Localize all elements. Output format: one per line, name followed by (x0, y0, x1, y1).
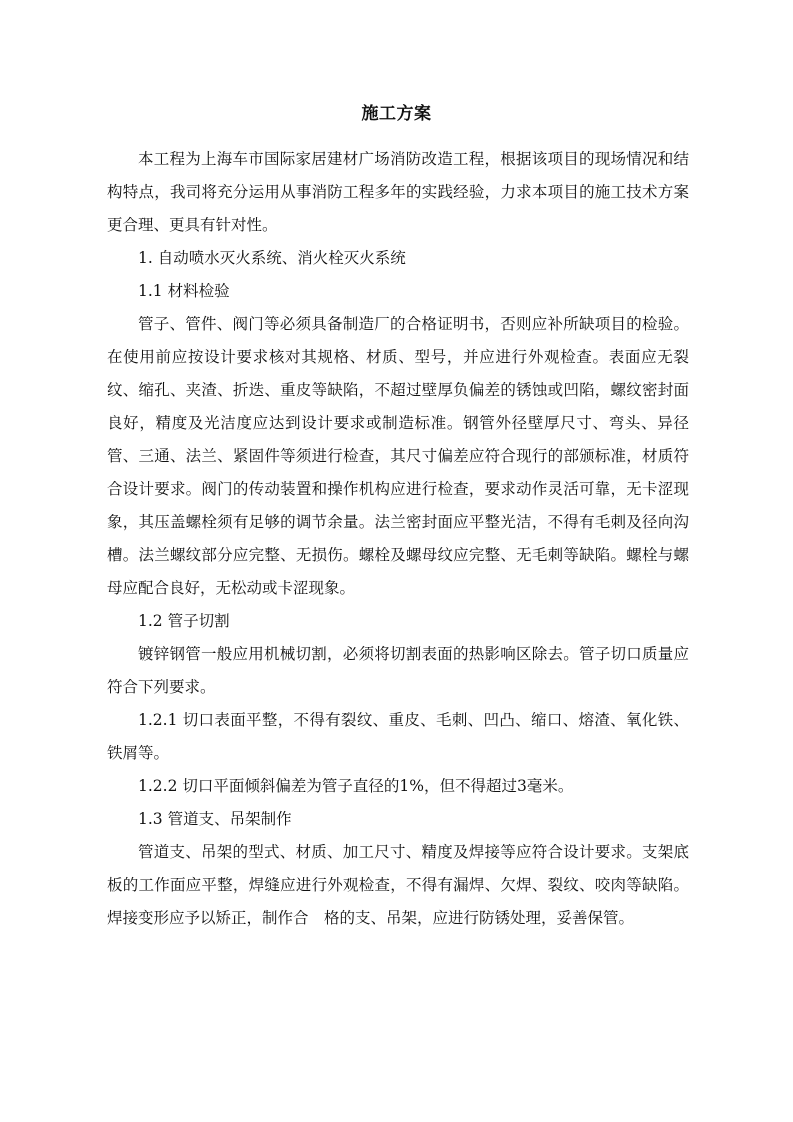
document-title: 施工方案 (361, 104, 432, 124)
section-1-2-heading: 1.2 管子切割 (138, 612, 230, 630)
section-1-2-1-item: 1.2.1 切口表面平整，不得有裂纹、重皮、毛刺、凹凸、缩口、熔渣、氧化铁、铁屑等。 (107, 711, 689, 762)
intro-paragraph: 本工程为上海车市国际家居建材广场消防改造工程，根据该项目的现场情况和结构特点，我司将充分运用从事消防工程多年的实践经验，力求本项目的施工技术方案更合理、更具有针对性。 (107, 150, 689, 234)
section-1-1-paragraph: 管子、管件、阀门等必须具备制造厂的合格证明书，否则应补所缺项目的检验。在使用前应按设计要求核对其规格、材质、型号，并应进行外观检查。表面应无裂纹、缩孔、夹渣、折迭、重皮等缺陷，不超过壁厚负偏差的锈蚀或凹陷，螺纹密封面良好，精度及光洁度应达到设计要求或制造标准。钢管外径壁厚尺寸、弯头、异径管、三通、法兰、紧固件等须进行检查，其尺寸偏差应符合现行的部颁标准，材质符合设计要求。阀门的传动装置和操作机构应进行检查，要求动作灵活可靠，无卡涩现象，其压盖螺栓须有足够的调节余量。法兰密封面应平整光洁，不得有毛刺及径向沟槽。法兰螺纹部分应完整、无损伤。螺栓及螺母纹应完整、无毛刺等缺陷。螺栓与螺母应配合良好，无松动或卡涩现象。 (107, 315, 689, 597)
section-1-3-paragraph: 管道支、吊架的型式、材质、加工尺寸、精度及焊接等应符合设计要求。支架底板的工作面应平整，焊缝应进行外观检查，不得有漏焊、欠焊、裂纹、咬肉等缺陷。焊接变形应予以矫正，制作合 格的支、吊架，应进行防锈处理，妥善保管。 (107, 843, 689, 927)
section-1-2-paragraph: 镀锌钢管一般应用机械切割，必须将切割表面的热影响区除去。管子切口质量应符合下列要求。 (107, 645, 689, 696)
section-1-heading: 1. 自动喷水灭火系统、消火栓灭火系统 (138, 249, 406, 267)
section-1-1-heading: 1.1 材料检验 (138, 282, 230, 300)
document-body (107, 143, 689, 935)
section-1-2-2-item: 1.2.2 切口平面倾斜偏差为管子直径的1%，但不得超过3毫米。 (138, 777, 574, 795)
section-1-3-heading: 1.3 管道支、吊架制作 (138, 810, 292, 828)
